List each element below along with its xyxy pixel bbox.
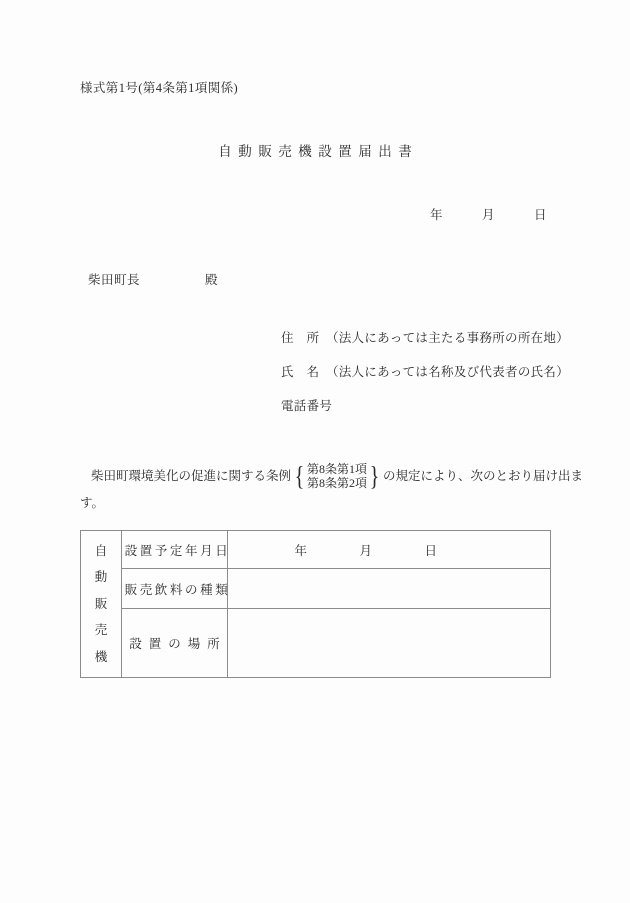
vertical-label-char-3: 売: [94, 623, 108, 638]
applicant-name-label: 氏 名 （法人にあっては名称及び代表者の氏名）: [281, 365, 570, 379]
table-label-install-location: [122, 609, 228, 678]
table-row-group-label: [81, 531, 122, 678]
body-paragraph-line-1: [80, 460, 583, 491]
body-text-after-clause: の規定により、次のとおり届け出ま: [382, 468, 583, 483]
clause-options: [306, 462, 368, 490]
body-paragraph: [80, 460, 583, 516]
table-field-beverage-type[interactable]: [228, 569, 551, 609]
brace-left: {: [294, 460, 305, 491]
vending-machine-table: [80, 530, 551, 678]
table-row: [81, 531, 551, 569]
vertical-label-char-2: 販: [94, 596, 108, 611]
vertical-label-char-0: 自: [94, 543, 108, 558]
page-title: 自動販売機設置届出書: [218, 144, 419, 159]
body-text-before-clause: 柴田町環境美化の促進に関する条例: [91, 468, 292, 483]
table-field-install-location[interactable]: [228, 609, 551, 678]
table-field-install-date-value: 年 月 日: [294, 543, 438, 558]
form-number: 様式第1号(第4条第1項関係): [80, 81, 239, 95]
body-paragraph-line-2: す。: [80, 496, 105, 510]
addressee-line: 柴田町長 殿: [88, 273, 219, 287]
table-label-install-location-text: 設置の場所: [129, 637, 227, 651]
table-label-beverage-type-text: 販売飲料の種類: [124, 582, 231, 597]
applicant-address-label: 住 所 （法人にあっては主たる事務所の所在地）: [281, 331, 570, 345]
vertical-label-char-4: 機: [94, 649, 108, 664]
clause-option-group: [293, 462, 381, 490]
table-label-install-date-text: 設置予定年月日: [124, 543, 231, 558]
table-field-install-date[interactable]: [228, 531, 551, 569]
clause-option-2: 第8条第2項: [306, 476, 367, 490]
table-row: [81, 609, 551, 678]
table-row: [81, 569, 551, 609]
vertical-label-text: [81, 538, 121, 670]
clause-option-1: 第8条第1項: [306, 462, 367, 476]
table-label-install-date: [122, 531, 231, 569]
applicant-block: [281, 328, 569, 430]
table-label-beverage-type: [122, 569, 231, 609]
vertical-label-char-1: 動: [94, 570, 108, 585]
brace-right: }: [369, 460, 380, 491]
submission-date-line: 年 月 日: [430, 208, 548, 222]
applicant-phone-label: 電話番号: [281, 399, 333, 413]
